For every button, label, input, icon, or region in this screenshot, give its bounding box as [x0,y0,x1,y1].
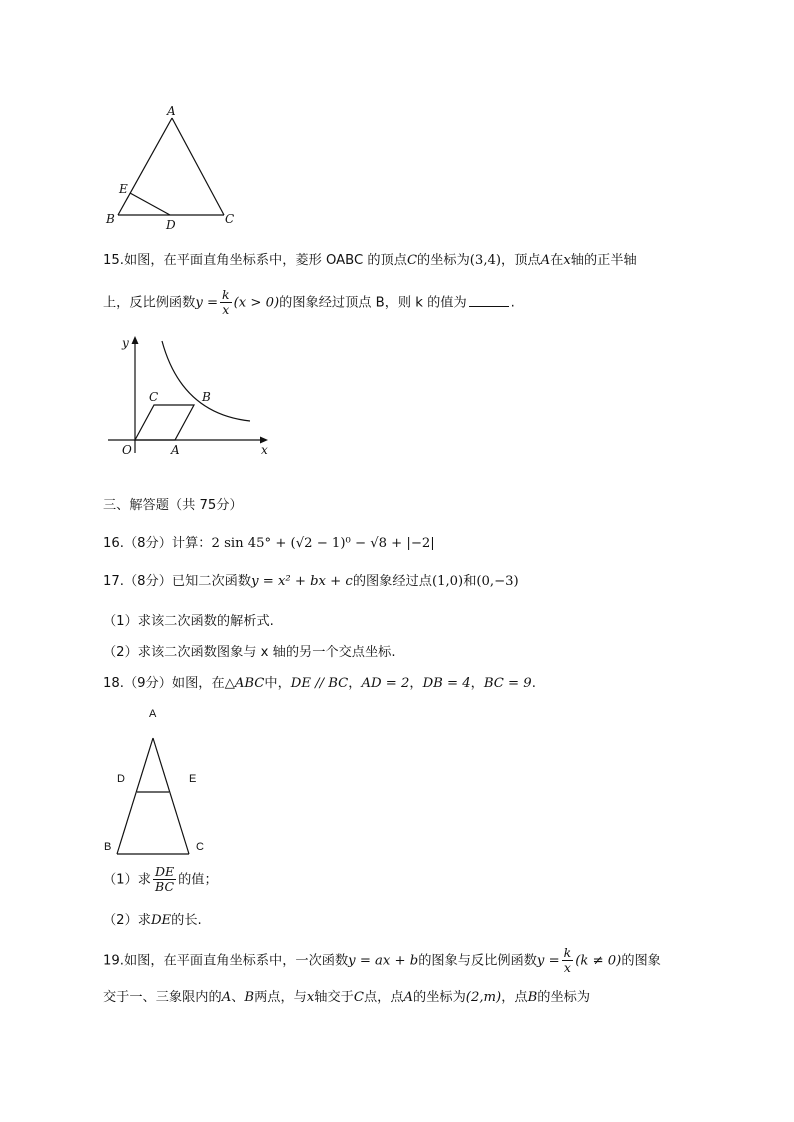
label-y: y [122,336,129,350]
q15-text: 上，反比例函数 [103,295,196,311]
q19-text: 轴交于 [314,990,354,1005]
q19-text: ，点 [501,990,528,1005]
fraction-numerator: k [563,945,572,960]
fraction-numerator: DE [154,864,175,879]
q18-db: DB = 4 [422,676,471,691]
q17-function: y = x² + bx + c [251,574,353,589]
q15-text: 轴的正半轴 [570,253,637,268]
q18-triangle: △ABC [224,676,265,691]
q19-fraction [562,946,574,975]
q18-sep: ， [470,676,484,691]
q19-var-a: A [221,990,232,1005]
q18-ad: AD = 2 [361,676,410,691]
label-e: E [119,182,128,196]
q19-var-b: B [244,990,255,1005]
q19-var-x: x [306,990,315,1005]
q19-text: 两点，与 [254,990,307,1005]
q19-text: 交于一、三象限内的 [103,990,222,1005]
label-c: C [196,841,204,853]
q15-var-a: A [540,253,551,268]
q18-sub1-prefix: （1）求 [103,872,151,888]
q19-line2 [103,988,590,1008]
fraction-numerator: k [222,287,230,302]
fraction-denominator: BC [155,879,175,894]
fraction-denominator: x [222,302,230,317]
q19-text: 点，点 [363,990,404,1005]
label-b: B [202,390,211,404]
q15-var-c: C [406,253,418,268]
q15-fraction [220,288,232,317]
q19-text: 的坐标为 [413,990,466,1005]
q15-condition: (x > 0) [233,295,280,311]
q17-sub1: （1）求该二次函数的解析式. [103,614,274,629]
side-ab [118,118,172,215]
q19-linear: y = ax + b [348,953,419,969]
q17-prefix: 17.（8分）已知二次函数 [103,574,252,589]
q16-prefix: 16.（8分）计算： [103,536,212,551]
label-a: A [167,104,176,118]
side-ab [117,738,153,854]
hyperbola-curve [162,341,250,421]
q18-sub2-prefix: （2）求 [103,913,151,928]
q19-text: 19.如图，在平面直角坐标系中，一次函数 [103,953,349,969]
q19-condition: (k ≠ 0) [575,953,622,969]
label-x: x [261,443,268,457]
q17 [103,572,519,592]
q18-text: 中， [264,676,291,691]
q18-parallel: DE // BC [290,676,349,691]
q18-fraction [153,865,176,894]
q17-text: 的图象经过点 [352,574,432,589]
y-axis-arrow [132,336,139,344]
label-c: C [149,390,159,404]
q18-prefix: 18.（9分）如图，在 [103,676,225,691]
label-b: B [104,841,112,853]
q18-sub2-de: DE [150,913,172,928]
coordinate-figure [100,333,280,463]
q17-sub2: （2）求该二次函数图象与 x 轴的另一个交点坐标. [103,645,396,660]
answer-blank[interactable] [469,294,509,307]
side-ac [153,738,189,854]
q15-text: 15.如图，在平面直角坐标系中，菱形 OABC 的顶点 [103,253,407,268]
q17-and: 和 [463,574,477,589]
q19-text: 的图象与反比例函数 [418,953,537,969]
section-title: 三、解答题（共 75分） [103,498,243,513]
q15-text: 在 [550,253,564,268]
q18-sub2 [103,911,202,931]
segment-ed [130,193,170,215]
q18 [103,674,536,694]
q16-expression: 2 sin 45° + (√2 − 1)⁰ − √8 + |−2| [211,536,435,551]
triangle-abc-figure [98,700,218,860]
q15-coord-c: (3,4) [469,253,502,268]
q18-sep: ， [409,676,423,691]
label-b: B [106,212,115,226]
q15-text: 的坐标为 [417,253,470,268]
q15-text: 的图象经过顶点 B，则 k 的值为 [279,295,467,311]
label-a: A [171,443,180,457]
q17-point1: (1,0) [431,574,464,589]
q19-text: 的图象 [621,953,661,969]
fraction-denominator: x [563,960,571,975]
label-c: C [225,212,235,226]
q19-var-a: A [403,990,414,1005]
label-o: O [122,443,132,457]
q18-period: . [531,676,536,691]
q15-var-x: x [563,253,571,268]
q18-sep: ， [348,676,362,691]
rhombus-oabc [135,405,194,440]
label-a: A [149,708,157,720]
label-e: E [189,773,197,785]
q19-var-b: B [527,990,538,1005]
q19-var-c: C [353,990,364,1005]
q19-text: 的坐标为 [537,990,591,1005]
q19-coord-a: (2,m) [465,990,502,1005]
q15-line1 [103,251,637,271]
q18-sub1 [103,865,218,894]
triangle-ade-figure [100,100,250,230]
q19-sep: 、 [231,990,245,1005]
q15-text: ，顶点 [501,253,541,268]
q19-line1 [103,946,661,975]
side-ac [172,118,224,215]
q18-bc: BC = 9 [483,676,532,691]
q18-sub2-suffix: 的长. [171,913,202,928]
label-d: D [166,218,176,230]
q19-y-eq: y = [536,953,560,969]
q17-point2: (0,−3) [476,574,519,589]
label-d: D [117,773,125,785]
q18-sub1-suffix: 的值； [178,872,218,888]
q15-line2 [103,288,515,317]
q15-y-eq: y = [195,295,219,311]
q15-period: . [510,295,515,311]
q16 [103,534,435,554]
